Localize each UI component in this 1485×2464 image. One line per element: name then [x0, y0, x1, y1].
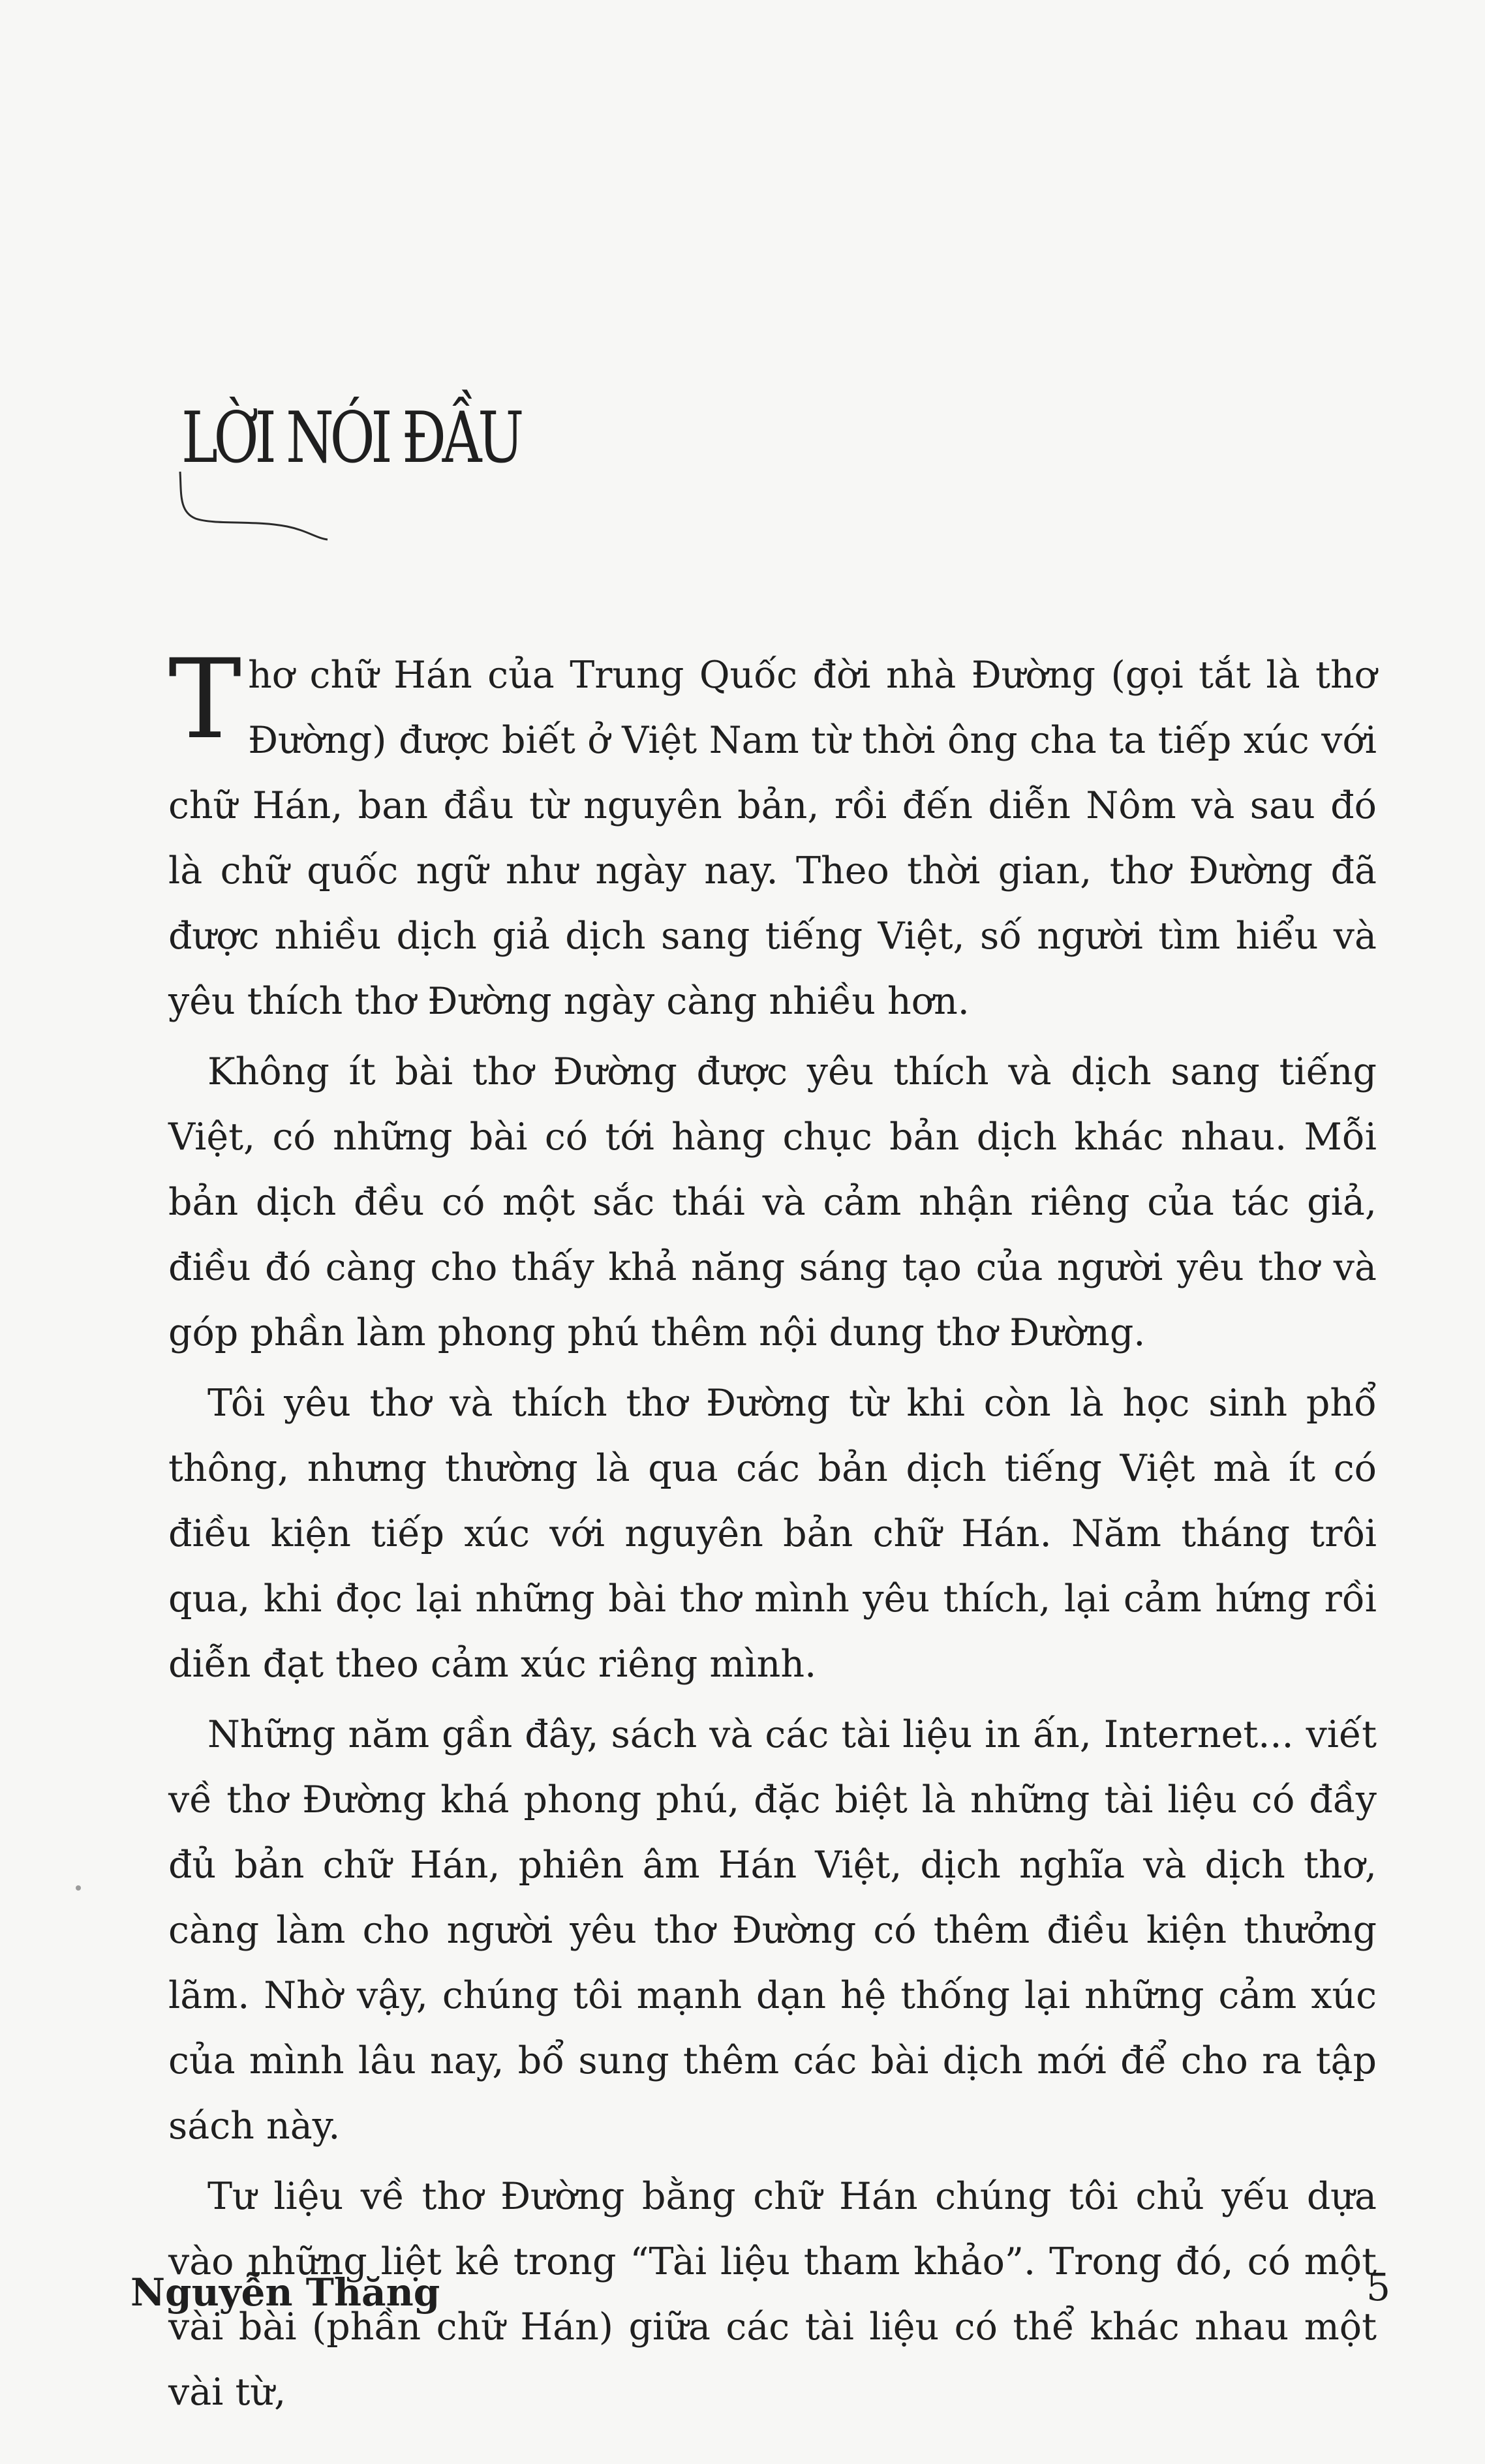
drop-cap-letter: T	[168, 635, 242, 763]
paragraph-4: Những năm gần đây, sách và các tài liệu in ấn, Internet... viết về thơ Đường khá phong phú, đặc biệt là những tài liệu có đầy đủ bản chữ Hán, phiên âm Hán Việt, dịch nghĩa và dịch thơ, càng làm cho người yêu thơ Đường có thêm điều kiện thưởng lãm. Nhờ vậy, chúng tôi mạnh dạn hệ thống lại những cảm xúc của mình lâu nay, bổ sung thêm các bài dịch mới để cho ra tập sách này.	[168, 1713, 1377, 2148]
page-number: 5	[1366, 2265, 1390, 2309]
footer-author: Nguyễn Thăng	[130, 2270, 440, 2315]
scan-speck-decoration	[76, 1885, 81, 1891]
paragraph-5: Tư liệu về thơ Đường bằng chữ Hán chúng tôi chủ yếu dựa vào những liệt kê trong “Tài liệu tham khảo”. Trong đó, có một vài bài (phần chữ Hán) giữa các tài liệu có thể khác nhau một vài từ,	[168, 2175, 1377, 2414]
preface-body	[168, 635, 1377, 2430]
paragraph-3: Tôi yêu thơ và thích thơ Đường từ khi còn là học sinh phổ thông, nhưng thường là qua các bản dịch tiếng Việt mà ít có điều kiện tiếp xúc với nguyên bản chữ Hán. Năm tháng trôi qua, khi đọc lại những bài thơ mình yêu thích, lại cảm hứng rồi diễn đạt theo cảm xúc riêng mình.	[168, 1382, 1377, 1686]
title-flourish-decoration	[176, 466, 339, 545]
page-title: LỜI NÓI ĐẦU	[181, 397, 521, 479]
paragraph-1-text: hơ chữ Hán của Trung Quốc đời nhà Đường (gọi tắt là thơ Đường) được biết ở Việt Nam từ thời ông cha ta tiếp xúc với chữ Hán, ban đầu từ nguyên bản, rồi đến diễn Nôm và sau đó là chữ quốc ngữ như ngày nay. Theo thời gian, thơ Đường đã được nhiều dịch giả dịch sang tiếng Việt, số người tìm hiểu và yêu thích thơ Đường ngày càng nhiều hơn.	[168, 654, 1377, 1023]
paragraph-2: Không ít bài thơ Đường được yêu thích và dịch sang tiếng Việt, có những bài có tới hàng chục bản dịch khác nhau. Mỗi bản dịch đều có một sắc thái và cảm nhận riêng của tác giả, điều đó càng cho thấy khả năng sáng tạo của người yêu thơ và góp phần làm phong phú thêm nội dung thơ Đường.	[168, 1050, 1377, 1354]
paragraph-1	[168, 635, 1377, 1034]
